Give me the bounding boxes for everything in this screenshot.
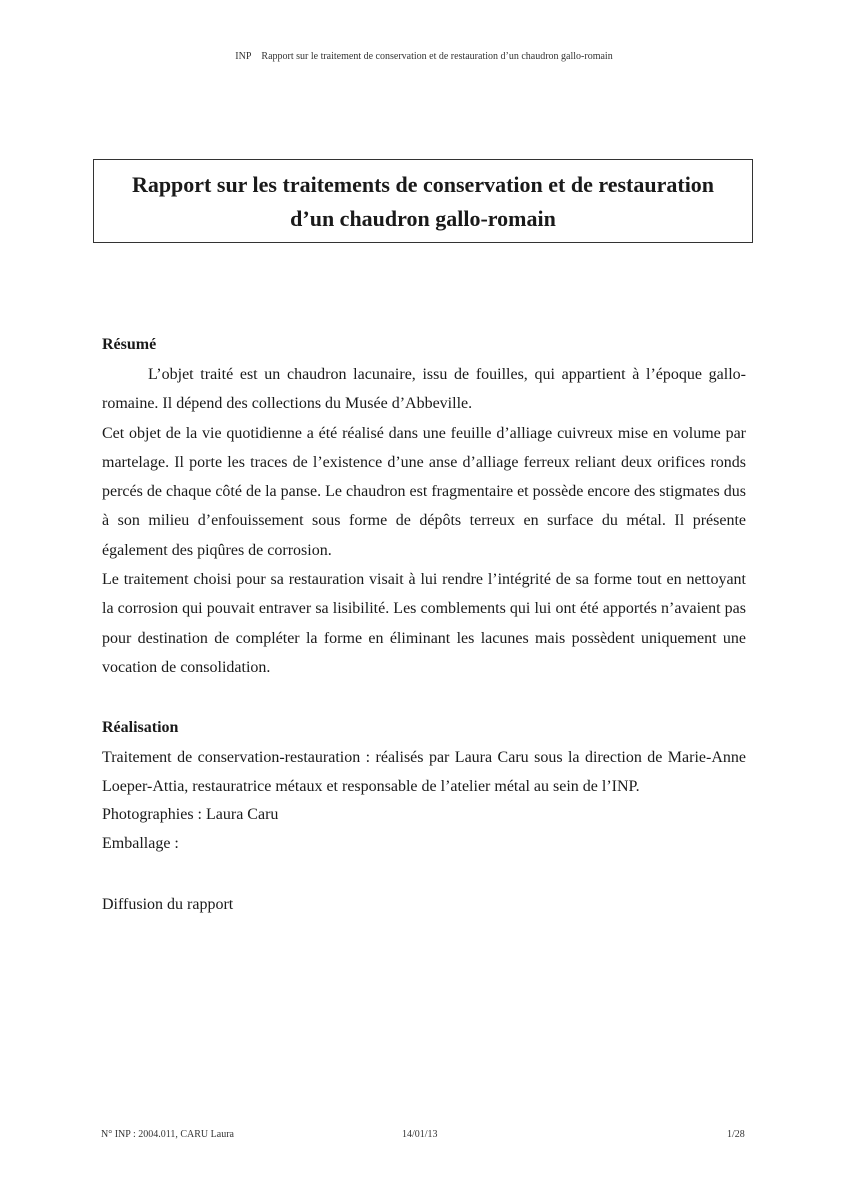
realisation-emballage: Emballage : bbox=[102, 835, 179, 852]
resume-body bbox=[102, 360, 746, 682]
realisation-heading: Réalisation bbox=[102, 719, 179, 736]
realisation-treatment: Traitement de conservation-restauration : réalisés par Laura Caru sous la direction de Marie-Anne Loeper-Attia, restauratrice métaux et responsable de l’atelier métal au sein de l’INP. bbox=[102, 749, 746, 796]
resume-heading: Résumé bbox=[102, 336, 157, 353]
document-title-line-1: Rapport sur les traitements de conservation et de restauration bbox=[131, 172, 715, 197]
header-title: Rapport sur le traitement de conservation et de restauration d’un chaudron gallo-romain bbox=[261, 51, 613, 62]
running-header bbox=[0, 51, 848, 62]
footer-date: 14/01/13 bbox=[402, 1129, 438, 1140]
footer-page-number: 1/28 bbox=[727, 1129, 745, 1140]
header-org: INP bbox=[235, 51, 252, 62]
diffusion-heading: Diffusion du rapport bbox=[102, 896, 234, 913]
document-title-line-2: d’un chaudron gallo-romain bbox=[290, 206, 556, 231]
document-title-box bbox=[93, 159, 753, 243]
resume-paragraph-2: Cet objet de la vie quotidienne a été réalisé dans une feuille d’alliage cuivreux mise en volume par martelage. Il porte les traces de l’existence d’une anse d’alliage ferreux reliant deux orifices ronds percés de chaque côté de la panse. Le chaudron est fragmentaire et possède encore des stigmates dus à son milieu d’enfouissement sous forme de dépôts terreux en surface du métal. Il présente également des piqûres de corrosion. bbox=[102, 424, 746, 559]
resume-paragraph-1: L’objet traité est un chaudron lacunaire, issu de fouilles, qui appartient à l’époque gallo-romaine. Il dépend des collections du Musée d’Abbeville. bbox=[102, 366, 746, 413]
realisation-photographies: Photographies : Laura Caru bbox=[102, 806, 279, 823]
resume-paragraph-3: Le traitement choisi pour sa restauration visait à lui rendre l’intégrité de sa forme tout en nettoyant la corrosion qui pouvait entraver sa lisibilité. Les comblements qui lui ont été apportés n’avaient pas pour destination de compléter la forme en éliminant les lacunes mais possèdent uniquement une vocation de consolidation. bbox=[102, 571, 746, 676]
footer-reference: N° INP : 2004.011, CARU Laura bbox=[101, 1129, 234, 1140]
